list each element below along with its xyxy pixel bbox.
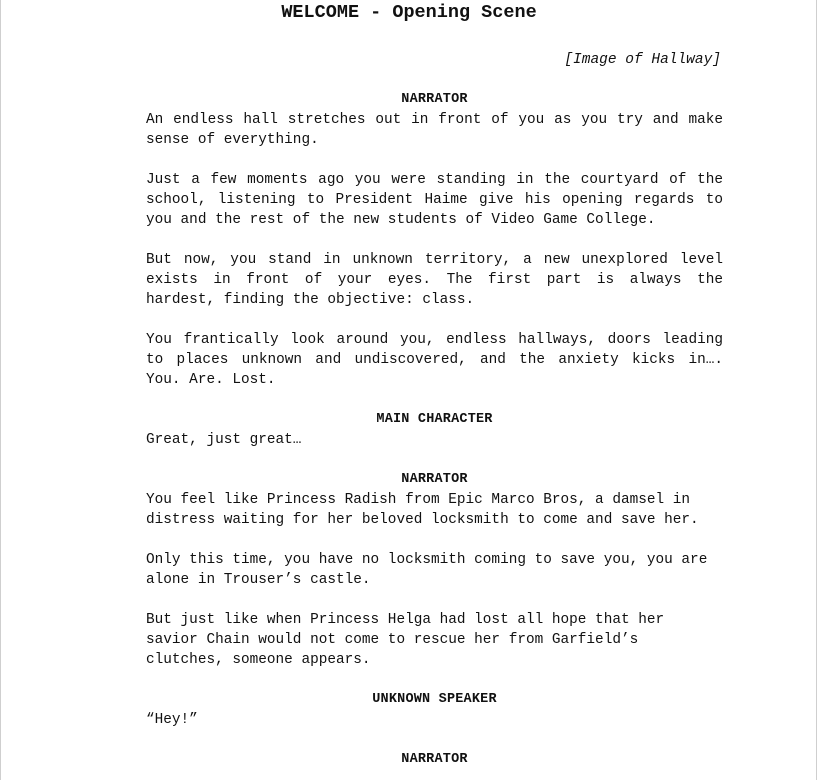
script-paragraph: But just like when Princess Helga had lost all hope that her savior Chain would not come to rescue her from Garfield’s clutches, someone appears. bbox=[146, 612, 665, 668]
speaker-name: NARRATOR bbox=[401, 92, 468, 107]
script-paragraph: Great, just great… bbox=[146, 432, 302, 448]
dialogue-block bbox=[146, 690, 723, 730]
speaker-name: NARRATOR bbox=[401, 752, 468, 767]
script-paragraph: Just a few moments ago you were standing in the courtyard of the school, listening to President Haime give his opening regards to you and the rest of the new students of Video Game College. bbox=[146, 172, 723, 228]
script-paragraph: Only this time, you have no locksmith coming to save you, you are alone in Trouser’s castle. bbox=[146, 552, 708, 588]
dialogue-block bbox=[146, 470, 723, 670]
scene-direction: [Image of Hallway] bbox=[564, 52, 721, 68]
speaker-name: NARRATOR bbox=[401, 472, 468, 487]
script-paragraph: But now, you stand in unknown territory, a new unexplored level exists in front of your eyes. The first part is always the hardest, finding the objective: class. bbox=[146, 252, 723, 308]
script-paragraph: You frantically look around you, endless hallways, doors leading to places unknown and undiscovered, and the anxiety kicks in…. You. Are. Lost. bbox=[146, 332, 723, 388]
speaker-name: UNKNOWN SPEAKER bbox=[372, 692, 497, 707]
scene-title: WELCOME - Opening Scene bbox=[281, 2, 537, 23]
script-body bbox=[146, 90, 723, 770]
script-paragraph: You feel like Princess Radish from Epic Marco Bros, a damsel in distress waiting for her beloved locksmith to come and save her. bbox=[146, 492, 699, 528]
dialogue-block bbox=[146, 410, 723, 450]
dialogue-block bbox=[146, 750, 723, 770]
speaker-name: MAIN CHARACTER bbox=[376, 412, 493, 427]
dialogue-block bbox=[146, 90, 723, 390]
script-paragraph: An endless hall stretches out in front of you as you try and make sense of everything. bbox=[146, 112, 723, 148]
script-paragraph: “Hey!” bbox=[146, 712, 198, 728]
